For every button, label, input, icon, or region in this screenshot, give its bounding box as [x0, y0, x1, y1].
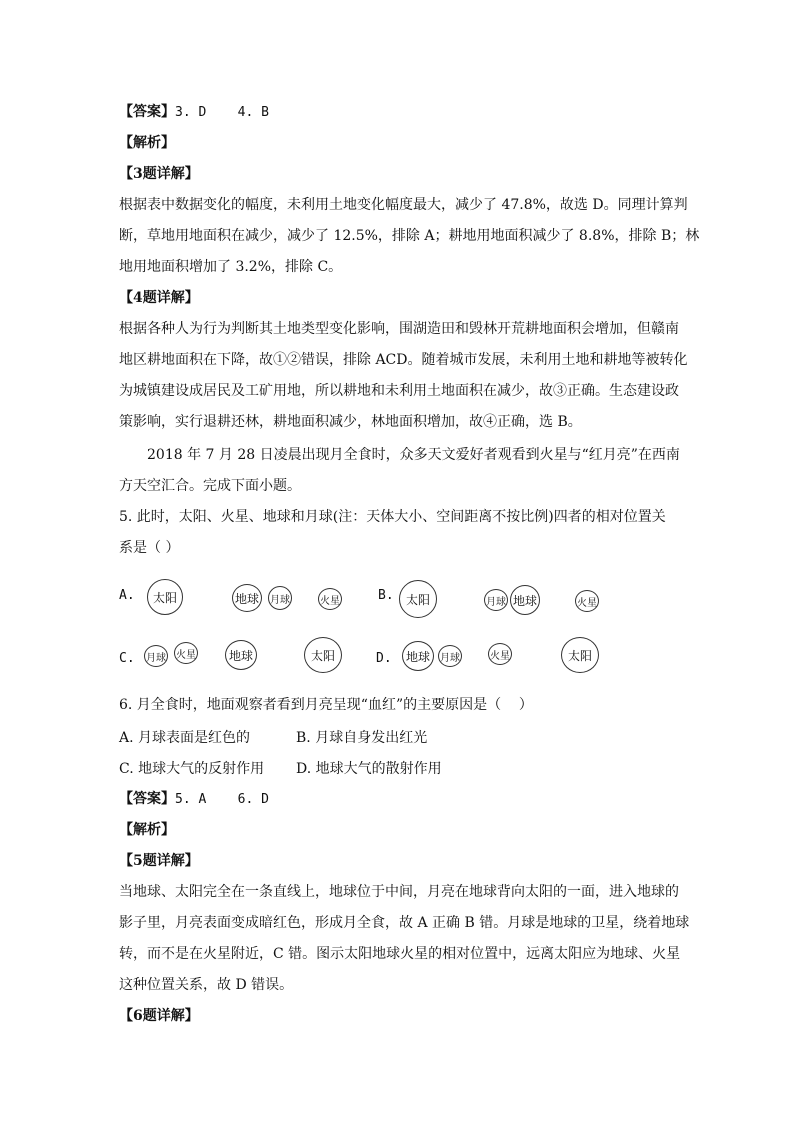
answer-value: 5. A 6. D — [175, 792, 269, 807]
sun-body: 太阳 — [561, 637, 599, 673]
q5-detail-tag: 【5题详解】 — [119, 853, 199, 869]
q5-text-line: 这种位置关系，故 D 错误。 — [119, 977, 294, 993]
intro-line: 方天空汇合。完成下面小题。 — [119, 478, 301, 494]
q4-detail-tag: 【4题详解】 — [119, 290, 199, 306]
earth-body: 地球 — [510, 585, 540, 615]
q6-detail-tag: 【6题详解】 — [119, 1008, 199, 1024]
mars-body: 火星 — [174, 642, 198, 664]
moon-body: 月球 — [144, 645, 168, 667]
mars-body: 火星 — [318, 588, 342, 610]
q5-option-c-label[interactable]: C. — [119, 651, 135, 666]
intro-line: 2018 年 7 月 28 日凌晨出现月全食时，众多天文爱好者观看到火星与“红月亮”在西南 — [147, 447, 680, 463]
answer-tag: 【答案】 — [119, 104, 175, 120]
sun-body: 太阳 — [399, 580, 437, 618]
q5-text-line: 当地球、太阳完全在一条直线上，地球位于中间，月亮在地球背向太阳的一面，进入地球的 — [119, 884, 679, 900]
q3-text-line: 地用地面积增加了 3.2%，排除 C。 — [119, 259, 343, 275]
q5-option-b-label[interactable]: B. — [378, 588, 394, 603]
q5-option-a-label[interactable]: A. — [119, 588, 135, 603]
q4-text-line: 策影响，实行退耕还林，耕地面积减少，林地面积增加，故④正确，选 B。 — [119, 414, 582, 430]
answer-value: 3. D 4. B — [175, 105, 269, 120]
q6-option-b[interactable]: B. 月球自身发出红光 — [296, 730, 428, 746]
q4-text-line: 为城镇建设成居民及工矿用地，所以耕地和未利用土地面积在减少，故③正确。生态建设政 — [119, 383, 679, 399]
q5-text-line: 转，而不是在火星附近，C 错。图示太阳地球火星的相对位置中，远离太阳应为地球、火星 — [119, 946, 681, 962]
analysis-tag: 【解析】 — [119, 822, 175, 838]
earth-body: 地球 — [402, 641, 434, 671]
q3-text-line: 断，草地用地面积在减少，减少了 12.5%，排除 A；耕地用地面积减少了 8.8%，排除 B；林 — [119, 228, 700, 244]
earth-body: 地球 — [225, 640, 257, 670]
moon-body: 月球 — [268, 586, 292, 610]
q6-option-c[interactable]: C. 地球大气的反射作用 — [119, 761, 265, 777]
q6-option-d[interactable]: D. 地球大气的散射作用 — [296, 761, 442, 777]
earth-body: 地球 — [232, 584, 262, 612]
sun-body: 太阳 — [147, 579, 183, 615]
q4-text-line: 地区耕地面积在下降，故①②错误，排除 ACD。随着城市发展，未利用土地和耕地等被转化 — [119, 352, 688, 368]
analysis-tag: 【解析】 — [119, 135, 175, 151]
q5-question-line: 系是（ ） — [119, 540, 180, 556]
mars-body: 火星 — [575, 590, 599, 612]
q5-option-d-label[interactable]: D. — [376, 651, 392, 666]
answer-line-5-6 — [119, 789, 269, 810]
q6-question: 6. 月全食时，地面观察者看到月亮呈现“血红”的主要原因是（ ） — [119, 697, 533, 713]
answer-tag: 【答案】 — [119, 791, 175, 807]
q3-detail-tag: 【3题详解】 — [119, 166, 199, 182]
sun-body: 太阳 — [304, 637, 342, 673]
q5-question-line: 5. 此时，太阳、火星、地球和月球(注：天体大小、空间距离不按比例)四者的相对位置关 — [119, 509, 666, 525]
mars-body: 火星 — [488, 643, 512, 665]
answer-line-3-4 — [119, 102, 269, 123]
q4-text-line: 根据各种人为行为判断其土地类型变化影响，围湖造田和毁林开荒耕地面积会增加，但赣南 — [119, 321, 679, 337]
q6-option-a[interactable]: A. 月球表面是红色的 — [119, 730, 251, 746]
moon-body: 月球 — [438, 645, 462, 667]
moon-body: 月球 — [484, 589, 508, 611]
q5-text-line: 影子里，月亮表面变成暗红色，形成月全食，故 A 正确 B 错。月球是地球的卫星，绕着地球 — [119, 915, 690, 931]
q3-text-line: 根据表中数据变化的幅度，未利用土地变化幅度最大，减少了 47.8%，故选 D。同理计算判 — [119, 197, 688, 213]
